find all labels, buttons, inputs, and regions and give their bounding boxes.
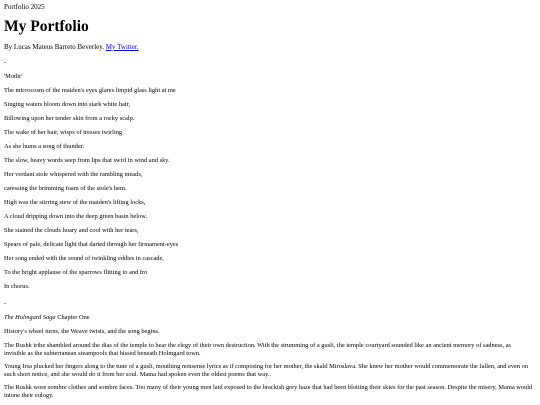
saga-separator: -	[4, 300, 7, 307]
byline	[4, 43, 139, 52]
poem-separator: -	[4, 59, 7, 66]
saga-intro: History's wheel turns, the Weave twists, and the song begins.	[4, 328, 160, 335]
poem-line: As she hums a song of thunder.	[4, 143, 85, 150]
poem-line: Her song ended with the sound of twinkling eddies in cascade,	[4, 255, 164, 262]
saga-paragraph: The Rushk tribe shambled around the dias of the temple to hear the elegy of their own destruction. With the strumming of a gusli, the temple courtyard sounded like an ancient memory of sadness, as invisible as the subterranean steampools that hissed beneath Holmgard town.	[4, 342, 512, 357]
poem-line: She stained the clouds hoary and cool with her tears,	[4, 227, 139, 234]
saga-heading	[4, 314, 90, 322]
poem-line: The slow, heavy words seep from lips that swirl in wind and sky.	[4, 157, 170, 164]
poem-line: To the bright applause of the sparrows flitting to and fro	[4, 269, 148, 276]
poem-line: Spears of pale, delicate light that darted through her firmament-eyes	[4, 241, 179, 248]
poem-line: The microcosm of the maiden's eyes glares limpid glass light at me	[4, 87, 176, 94]
poem-line: Billowing upon her tender skin from a rocky scalp.	[4, 115, 135, 122]
saga-paragraph: The Rushk wore sombre clothes and sombre faces. Too many of their young men laid exposed to the brackish grey haze that had been blotting their skies for the past season. Despite the misery, Mama would intone their eulogy.	[4, 384, 533, 399]
poem-line: Her verdant stole whispered with the rambling meads,	[4, 171, 143, 178]
poem-line: The wake of her hair, wisps of tresses twirling	[4, 129, 123, 136]
saga-paragraph: Young Irsa plucked her fingers along to the tune of a gusli, mouthing nonsense lyrics as if composing for her mother, the skald Miroslava. She knew her mother would commemorate the fallen, and even on such short notice, and she would do it from her soul. Mama had spoken even the oldest poems that way..	[4, 363, 529, 378]
author-text: By Lucas Mateus Barreto Beverley.	[4, 43, 105, 51]
site-header-label: Portfolio 2025	[4, 3, 45, 11]
page-title: My Portfolio	[4, 18, 89, 35]
poem-line: caressing the brimming foam of the stole's hem.	[4, 185, 127, 192]
poem-line: A cloud dripping down into the deep green basin below.	[4, 213, 147, 220]
saga-chapter: Chapter One	[55, 314, 90, 321]
twitter-link[interactable]: My Twitter.	[105, 43, 139, 51]
saga-title: The Holmgard Saga	[4, 314, 56, 321]
poem-line: High was the stirring stew of the maiden's lifting locks,	[4, 199, 146, 206]
poem-line: In chorus.	[4, 283, 30, 290]
poem-line: Singing waters bloom down into stark white hair,	[4, 101, 131, 108]
poem-title: 'Modir'	[4, 73, 23, 80]
